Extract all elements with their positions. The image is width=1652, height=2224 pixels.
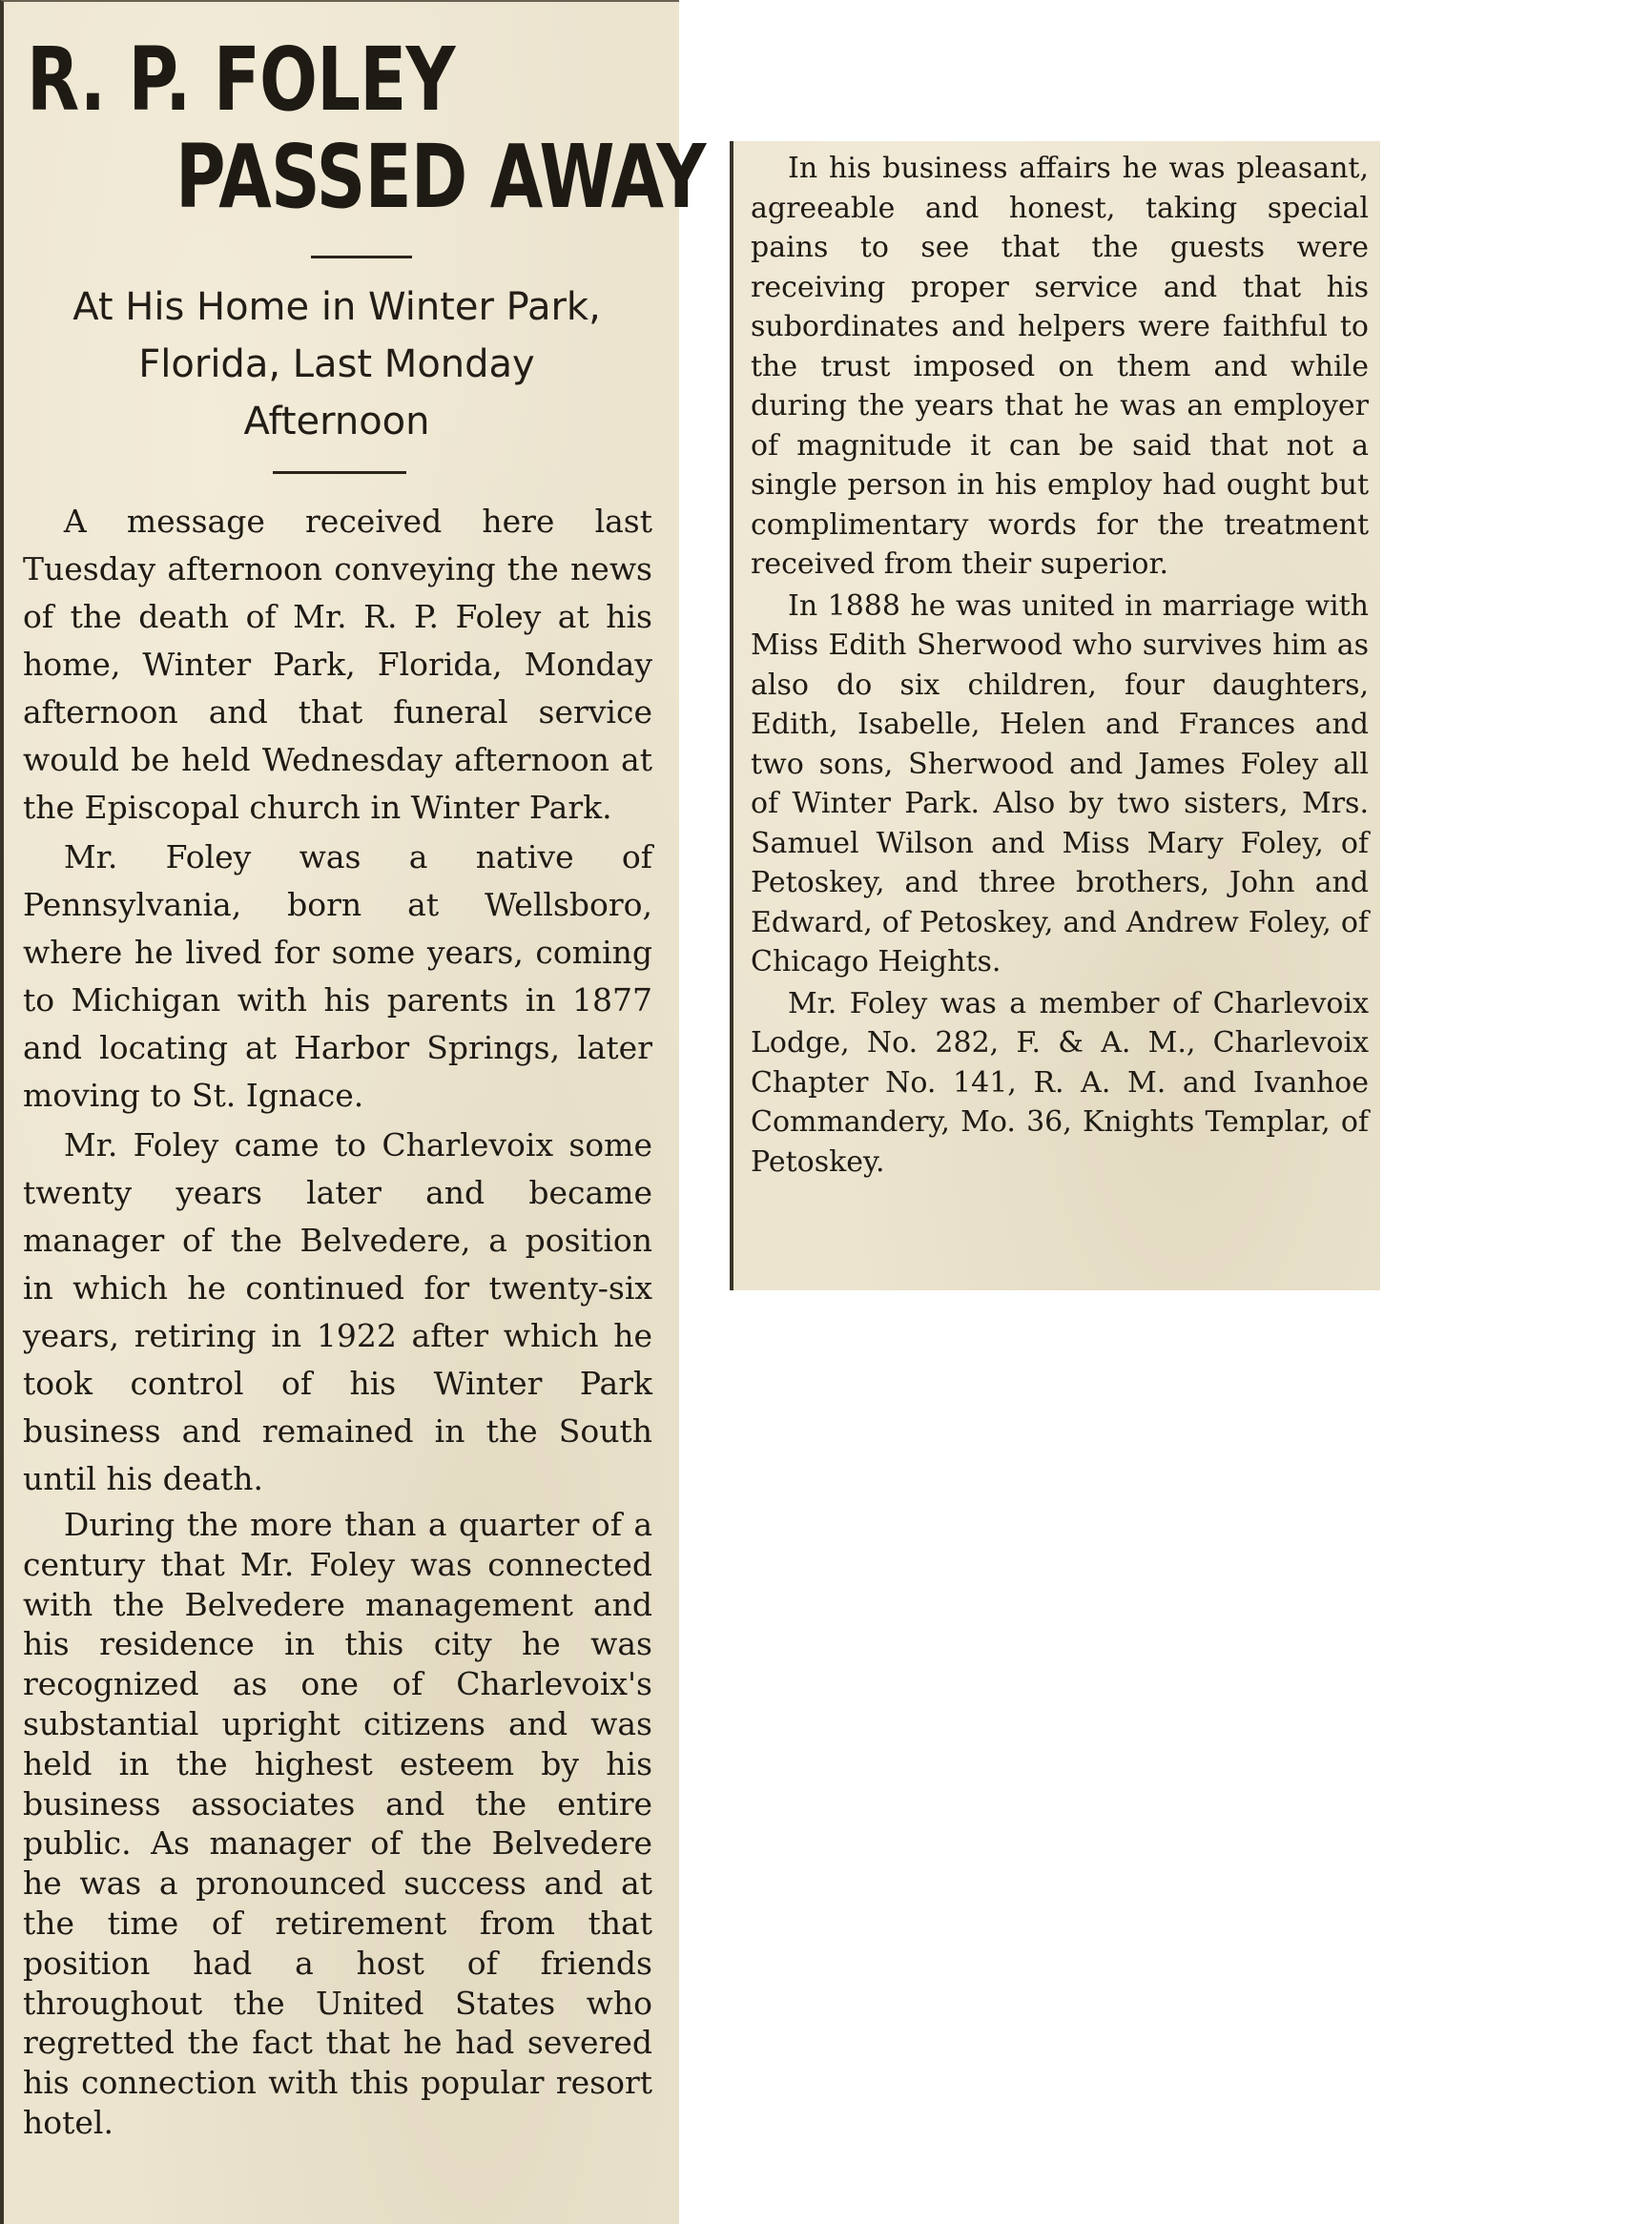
article-paragraph: In his business affairs he was pleasant, agreeable and honest, taking special pains to see that the guests were receiving proper service and that his subordinates and helpers were faithful to the trust imposed on them and while during the years that he was an employer of magnitude it can be said that not a single person in his employ had ought but complimentary words for the treatment received from their superior.: [751, 152, 1369, 581]
headline-line-1: R. P. FOLEY: [27, 29, 455, 131]
article-paragraph: A message received here last Tuesday afternoon conveying the news of the death of Mr. R. P. Foley at his home, Winter Park, Florida, Monday afternoon and that funeral service would be held Wednesday afternoon at the Episcopal church in Winter Park.: [23, 503, 652, 826]
article-paragraph: Mr. Foley came to Charlevoix some twenty years later and became manager of the Belvedere, a position in which he continued for twenty-six years, retiring in 1922 after which he took control of his Winter Park business and remained in the South until his death.: [23, 1126, 652, 1497]
divider-rule: [311, 256, 412, 258]
article-body-left: [23, 498, 652, 2143]
divider-rule: [273, 471, 406, 474]
article-paragraph: Mr. Foley was a member of Charlevoix Lodge, No. 282, F. & A. M., Charlevoix Chapter No. 141, R. A. M. and Ivanhoe Commandery, Mo. 36, Knights Templar, of Petoskey.: [751, 986, 1369, 1179]
subheadline-line: Afternoon: [243, 400, 430, 443]
clipping-left-column: [0, 0, 706, 2224]
subheadline-line: Florida, Last Monday: [138, 342, 535, 386]
article-paragraph: In 1888 he was united in marriage with Miss Edith Sherwood who survives him as also do six children, four daughters, Edith, Isabelle, Helen and Frances and two sons, Sherwood and James Foley all of Winter Park. Also by two sisters, Mrs. Samuel Wilson and Miss Mary Foley, of Petoskey, and three brothers, John and Edward, of Petoskey, and Andrew Foley, of Chicago Heights.: [751, 588, 1369, 978]
headline-line-2: PASSED AWAY: [176, 126, 706, 228]
article-body-right: [751, 149, 1369, 1182]
clipping-right-column: [730, 141, 1380, 1290]
subheadline-line: At His Home in Winter Park,: [72, 285, 601, 329]
article-paragraph: Mr. Foley was a native of Pennsylvania, born at Wellsboro, where he lived for some years, coming to Michigan with his parents in 1877 and locating at Harbor Springs, later moving to St. Ignace.: [23, 838, 652, 1114]
subheadline: [17, 278, 656, 450]
article-paragraph: During the more than a quarter of a century that Mr. Foley was connected with the Belvedere management and his residence in this city he was recognized as one of Charlevoix's substantial upright citizens and was held in the highest esteem by his business associates and the entire public. As manager of the Belvedere he was a pronounced success and at the time of retirement from that position had a host of friends throughout the United States who regretted the fact that he had severed his connection with this popular resort hotel.: [23, 1506, 652, 2141]
